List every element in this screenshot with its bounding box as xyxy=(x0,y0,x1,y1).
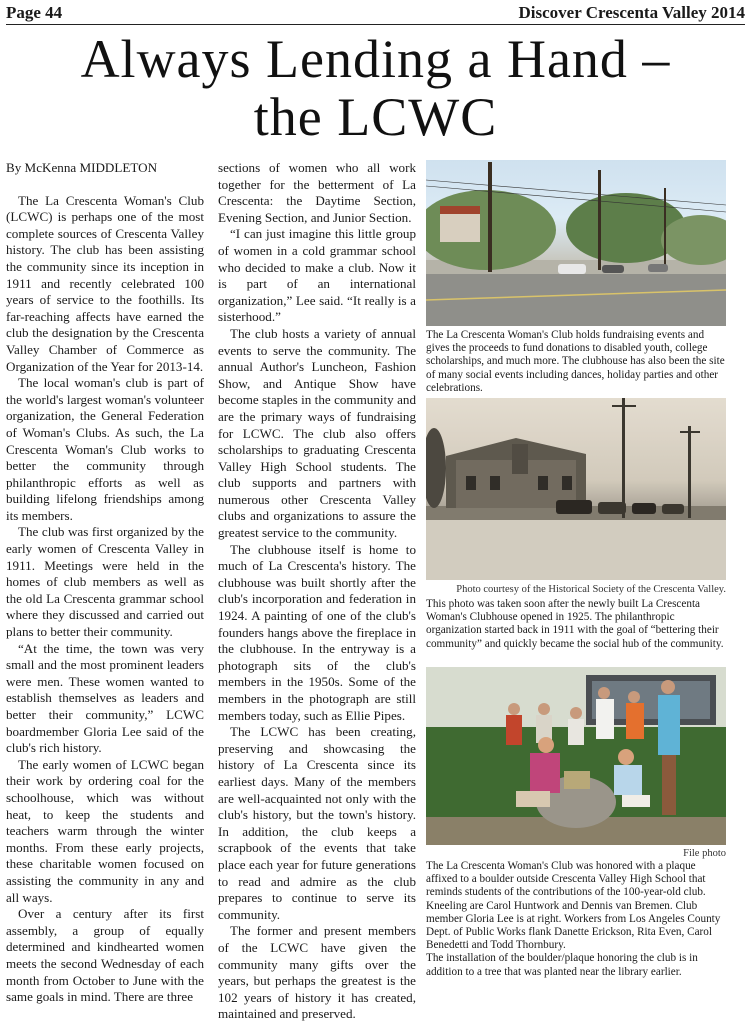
paragraph: sections of women who all work together for the betterment of La Crescenta: the Daytime Section, Evening Section, and Junior Section. xyxy=(218,160,416,225)
paragraph: The La Crescenta Woman's Club (LCWC) is perhaps one of the most complete sources of Crescenta Valley history. The club has been assisting the community since its inception in 1911 and recently celebrated 100 years of service to the foothills. Its far-reaching affects have earned the club the designation by the Crescenta Valley Chamber of Commerce as Organization of the Year for 2013-14. xyxy=(6,192,204,374)
paragraph: The local woman's club is part of the world's largest woman's volunteer organization, the General Federation of Woman's Clubs. As such, the La Crescenta Woman's Club works to better the community through philanthropic efforts as well as building lifelong friendships among its members. xyxy=(6,375,204,523)
paragraph: The clubhouse itself is home to much of La Crescenta's history. The clubhouse was built shortly after the club's incorporation and federation in 1924. A painting of one of the club's founders hangs above the fireplace in the clubhouse. In the entryway is a photograph sits of the club's members in the 1950s. Some of the members in the photograph are still members today, such as Ellie Pipes. xyxy=(218,541,416,723)
paragraph: The early women of LCWC began their work by ordering coal for the schoolhouse, which was without heat, to keep the students and teachers warm through the winter months. From these early projects, these charitable women focused on assisting the community in any and all ways. xyxy=(6,756,204,905)
paragraph: The club hosts a variety of annual events to serve the community. The annual Author's Luncheon, Fashion Show, and Antique Show have become staples in the community and are the primary ways of fundraising for LCWC. The club also offers scholarships to graduating Crescenta Valley High School students. The club supports and partners with numerous other Crescenta Valley clubs and organizations to assure the greatest service to the community. xyxy=(218,325,416,541)
article-column-1 xyxy=(6,160,204,1006)
photo-caption xyxy=(426,860,726,979)
photo-credit: File photo xyxy=(683,848,726,859)
caption-line: The installation of the boulder/plaque honoring the club is in addition to a tree that was planted near the library earlier. xyxy=(426,952,698,978)
caption-line: Kneeling are Carol Huntwork and Dennis van Bremen. Club member Gloria Lee is at right. Workers from Los Angeles County Dept. of Public Works flank Danette Erickson, Rita Even, Carol Benedetti and Todd Thornbury. xyxy=(426,899,721,952)
historic-clubhouse-photo xyxy=(426,398,726,580)
title-line-1: Always Lending a Hand – xyxy=(80,29,671,89)
paragraph: Over a century after its first assembly, a group of equally determined and kindhearted women meets the second Wednesday of each month from October to June with the same goals in mind. There are three xyxy=(6,906,204,1005)
photo-caption: The La Crescenta Woman's Club holds fundraising events and gives the proceeds to fund donations to disabled youth, college scholarships, and much more. The clubhouse has also been the site of many social events including dances, holiday parties and other celebrations. xyxy=(426,329,725,394)
paragraph: The former and present members of the LCWC have given the community many gifts over the years, but perhaps the greatest is the 102 years of history it has created, maintained and preserved. xyxy=(218,923,416,1022)
article-title xyxy=(0,30,751,146)
paragraph: “At the time, the town was very small and the most prominent leaders were men. These women wanted to establish themselves as leaders and better their community,” LCWC boardmember Gloria Lee said of the club's rich history. xyxy=(6,640,204,756)
byline: By McKenna MIDDLETON xyxy=(6,160,158,175)
street-photo xyxy=(426,160,726,326)
photo-caption: This photo was taken soon after the newly built La Crescenta Woman's Clubhouse opened in 1925. The philanthropic organization started back in 1911 with the goal of “bettering their community” and quickly became the social hub of the community. xyxy=(426,598,724,650)
caption-line: The La Crescenta Woman's Club was honored with a plaque affixed to a boulder outside Crescenta Valley High School that reminds students of the contributions of the 100-year-old club. xyxy=(426,860,706,899)
paragraph: The LCWC has been creating, preserving and showcasing the history of La Crescenta since its earliest days. Many of the members are well-acquainted not only with the club's history, but the town's history. In addition, the club keeps a scrapbook of the events that take place each year for future generations to read and admire as the club prepares to continue to serve its community. xyxy=(218,724,416,922)
plaque-group-photo xyxy=(426,667,726,845)
paragraph: The club was first organized by the early women of Crescenta Valley in 1911. Meetings were held in the homes of club members as well as the old La Crescenta grammar school where they discussed and carried out plans to better their community. xyxy=(6,524,204,640)
paragraph: “I can just imagine this little group of women in a cold grammar school who decided to make a club. Now it is part of an international organization,” Lee said. “It really is a sisterhood.” xyxy=(218,226,416,325)
article-column-2 xyxy=(218,160,416,1023)
page-number: Page 44 xyxy=(6,3,63,22)
publication-title: Discover Crescenta Valley 2014 xyxy=(518,3,745,22)
page-header xyxy=(6,2,745,25)
title-line-2: the LCWC xyxy=(253,87,498,147)
photo-credit: Photo courtesy of the Historical Society of the Crescenta Valley. xyxy=(456,584,726,595)
